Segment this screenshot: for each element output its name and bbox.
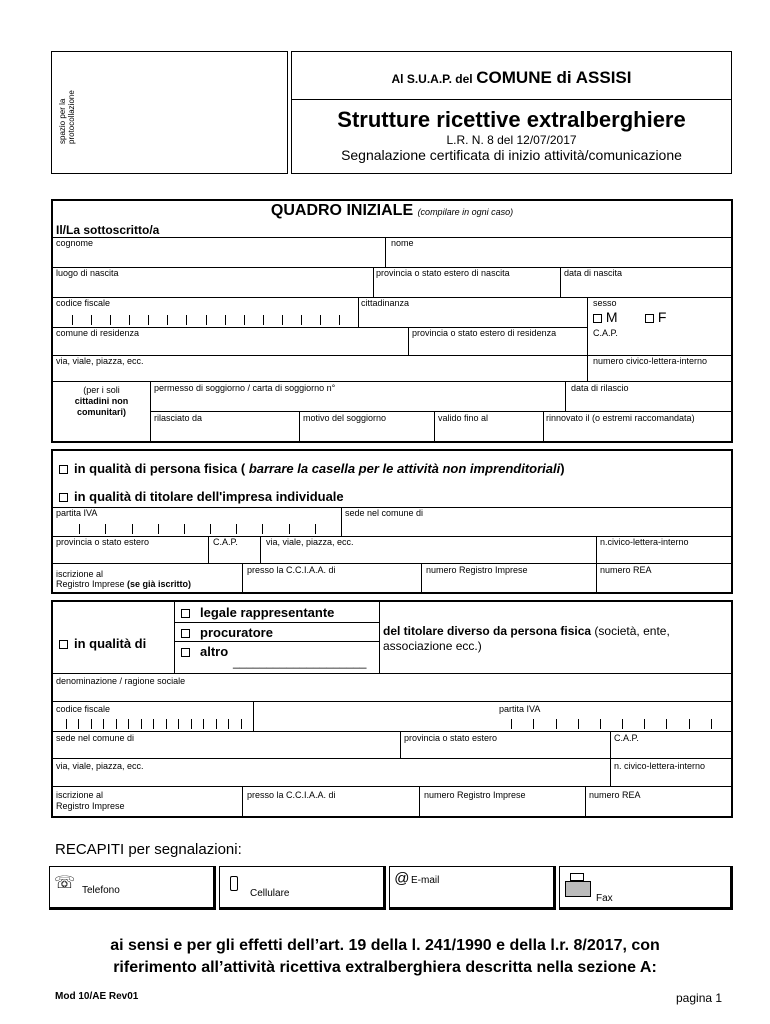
quadro-iniziale-section (51, 199, 733, 443)
persona-fisica-option[interactable] (59, 461, 565, 476)
statement-line-2: riferimento all’attività ricettiva extralberghiera descritta nella sezione A: (113, 959, 657, 976)
cell-divider (103, 719, 104, 729)
telephone-icon: ☏ (54, 873, 76, 892)
codice-fiscale-societa-field[interactable]: codice fiscale (56, 704, 111, 714)
provincia-societa-field[interactable]: provincia o stato estero (404, 733, 498, 743)
num-rea-field[interactable]: numero REA (600, 565, 652, 575)
header-divider (292, 99, 731, 100)
iscrizione-text: Registro Imprese (56, 579, 128, 589)
cell-divider (578, 719, 579, 729)
solo-cittadini-line2: cittadini non (74, 396, 129, 406)
partita-iva-societa-cells[interactable] (489, 718, 733, 730)
cellulare-label: Cellulare (250, 888, 290, 899)
cell-divider (644, 719, 645, 729)
cell-divider (72, 315, 73, 325)
sede-comune-field[interactable]: sede nel comune di (345, 508, 424, 518)
codice-fiscale-societa-cells[interactable] (53, 718, 253, 730)
cell-divider (91, 315, 92, 325)
cell-divider (128, 719, 129, 729)
via-societa-field[interactable]: via, viale, piazza, ecc. (56, 761, 144, 771)
signatory-label: Il/La sottoscritto/a (56, 223, 160, 237)
altro-label: altro (200, 644, 229, 659)
addressee-comune: COMUNE di ASSISI (476, 68, 632, 87)
sesso-label: sesso (593, 298, 617, 308)
mobile-phone-icon (230, 876, 238, 891)
cell-divider (600, 719, 601, 729)
quadro-title-text: QUADRO INIZIALE (270, 202, 414, 219)
cell-divider (225, 315, 226, 325)
page-number: pagina 1 (676, 991, 723, 1005)
num-rea-societa-field[interactable]: numero REA (589, 790, 641, 800)
cell-divider (533, 719, 534, 729)
cell-divider (263, 315, 264, 325)
cell-divider (301, 315, 302, 325)
motivo-field[interactable]: motivo del soggiorno (303, 413, 387, 423)
cell-divider (148, 315, 149, 325)
sesso-m-checkbox[interactable] (593, 314, 602, 323)
qualita-label: in qualità di (74, 636, 147, 651)
solo-cittadini-line3: comunitari) (76, 407, 126, 417)
solo-cittadini-label (53, 385, 150, 418)
email-field[interactable] (389, 866, 556, 910)
cell-divider (241, 719, 242, 729)
valido-field[interactable]: valido fino al (438, 413, 489, 423)
legale-label: legale rappresentante (200, 605, 335, 620)
addressee-prefix: Al S.U.A.P. del (391, 72, 473, 86)
cell-divider (622, 719, 623, 729)
header-box (291, 51, 732, 174)
cell-divider (110, 315, 111, 325)
cell-divider (167, 315, 168, 325)
cap-field-impresa[interactable]: C.A.P. (213, 537, 238, 547)
sede-societa-field[interactable]: sede nel comune di (56, 733, 135, 743)
cellulare-field[interactable] (219, 866, 386, 910)
via-field-impresa[interactable]: via, viale, piazza, ecc. (266, 537, 354, 547)
cell-divider (711, 719, 712, 729)
statement (0, 935, 770, 979)
civico-field[interactable]: numero civico-lettera-interno (593, 356, 708, 366)
solo-cittadini-line1: (per i soli (83, 385, 120, 395)
titolare-text: in qualità di titolare dell'impresa individuale (74, 489, 344, 504)
cell-divider (166, 719, 167, 729)
cell-divider (689, 719, 690, 729)
cell-divider (511, 719, 512, 729)
cell-divider (320, 315, 321, 325)
cap-societa-field[interactable]: C.A.P. (614, 733, 639, 743)
partita-iva-field[interactable]: partita IVA (56, 508, 98, 518)
qualita-section (51, 600, 733, 818)
iscrizione-label-2 (56, 580, 191, 589)
cell-divider (184, 524, 185, 534)
cell-divider (158, 524, 159, 534)
page-subtitle: Segnalazione certificata di inizio attività/comunicazione (341, 147, 682, 163)
provincia-field[interactable]: provincia o stato estero (56, 537, 150, 547)
fax-label: Fax (596, 893, 613, 904)
telefono-label: Telefono (82, 885, 120, 896)
sesso-f-label: F (657, 309, 667, 325)
titolare-diverso (383, 624, 728, 654)
partita-iva-cells[interactable] (53, 523, 341, 535)
sesso-m-label: M (605, 309, 618, 325)
data-nascita-field[interactable]: data di nascita (564, 268, 623, 278)
email-label: E-mail (411, 875, 440, 886)
iscrizione-label-1: iscrizione al (56, 569, 104, 579)
cell-divider (339, 315, 340, 325)
cell-divider (289, 524, 290, 534)
rinnovato-field[interactable]: rinnovato il (o estremi raccomandata) (546, 413, 695, 423)
cell-divider (206, 315, 207, 325)
cell-divider (186, 315, 187, 325)
cell-divider (666, 719, 667, 729)
form-code: Mod 10/AE Rev01 (55, 991, 139, 1002)
procuratore-label: procuratore (200, 625, 273, 640)
via-field[interactable]: via, viale, piazza, ecc. (56, 356, 144, 366)
iscrizione-societa-label-1: iscrizione al (56, 790, 104, 800)
legale-option[interactable] (181, 605, 334, 620)
page-title: Strutture ricettive extralberghiere (337, 107, 686, 132)
cciaa-field[interactable]: presso la C.C.I.A.A. di (247, 565, 336, 575)
cell-divider (178, 719, 179, 729)
qualita-checkbox[interactable] (59, 640, 68, 649)
altro-option[interactable] (181, 644, 228, 659)
procuratore-option[interactable] (181, 625, 273, 640)
titolare-diverso-note2: associazione ecc.) (383, 639, 482, 653)
cell-divider (236, 524, 237, 534)
persona-fisica-note: barrare la casella per le attività non imprenditoriali (248, 461, 561, 476)
cell-divider (116, 719, 117, 729)
fax-icon (565, 873, 591, 897)
cell-divider (210, 524, 211, 534)
cell-divider (91, 719, 92, 729)
partita-iva-societa-field[interactable]: partita IVA (499, 704, 541, 714)
sesso-f-checkbox[interactable] (645, 314, 654, 323)
at-icon: @ (394, 870, 410, 887)
civico-field-impresa[interactable]: n.civico-lettera-interno (600, 537, 689, 547)
nome-field[interactable]: nome (391, 238, 414, 248)
cell-divider (132, 524, 133, 534)
sesso-f-option[interactable] (645, 309, 666, 325)
law-ref: L.R. N. 8 del 12/07/2017 (446, 133, 577, 147)
cell-divider (262, 524, 263, 534)
permesso-field[interactable]: permesso di soggiorno / carta di soggiorno n° (154, 383, 336, 393)
cell-divider (216, 719, 217, 729)
sesso-m-option[interactable] (593, 309, 618, 325)
iscrizione-note: (se già iscritto) (127, 579, 192, 589)
cell-divider (203, 719, 204, 729)
cell-divider (78, 719, 79, 729)
num-registro-field[interactable]: numero Registro Imprese (426, 565, 528, 575)
cell-divider (129, 315, 130, 325)
cittadinanza-field[interactable]: cittadinanza (361, 298, 410, 308)
statement-line-1: ai sensi e per gli effetti dell’art. 19 della l. 241/1990 e della l.r. 8/2017, con (110, 937, 660, 954)
persona-section (51, 449, 733, 594)
altro-checkbox[interactable] (181, 648, 190, 657)
titolare-option[interactable] (59, 489, 344, 504)
cell-divider (282, 315, 283, 325)
cell-divider (191, 719, 192, 729)
altro-line[interactable]: ____________________ (233, 655, 367, 669)
prov-residenza-field[interactable]: provincia o stato estero di residenza (412, 328, 557, 338)
telefono-field[interactable] (49, 866, 216, 910)
cell-divider (228, 719, 229, 729)
persona-fisica-text: in qualità di persona fisica ( (74, 461, 249, 476)
quadro-title (53, 202, 731, 220)
rilasciato-field[interactable]: rilasciato da (154, 413, 203, 423)
civico-societa-field[interactable]: n. civico-lettera-interno (614, 761, 706, 771)
cciaa-societa-field[interactable]: presso la C.C.I.A.A. di (247, 790, 336, 800)
recapiti-title: RECAPITI per segnalazioni: (55, 841, 242, 858)
persona-fisica-checkbox[interactable] (59, 465, 68, 474)
titolare-checkbox[interactable] (59, 493, 68, 502)
luogo-nascita-field[interactable]: luogo di nascita (56, 268, 119, 278)
cell-divider (153, 719, 154, 729)
titolare-diverso-note: (società, ente, (591, 624, 670, 638)
cell-divider (66, 719, 67, 729)
cell-divider (141, 719, 142, 729)
protocol-space-label: spazio per la protocollazione (58, 90, 76, 144)
persona-fisica-close: ) (560, 461, 565, 476)
codice-fiscale-cells[interactable] (53, 314, 358, 326)
cell-divider (556, 719, 557, 729)
iscrizione-societa-label-2: Registro Imprese (56, 801, 125, 811)
cap-field[interactable]: C.A.P. (593, 328, 618, 338)
procuratore-checkbox[interactable] (181, 629, 190, 638)
cell-divider (244, 315, 245, 325)
data-rilascio-field[interactable]: data di rilascio (571, 383, 629, 393)
cell-divider (315, 524, 316, 534)
cell-divider (105, 524, 106, 534)
comune-residenza-field[interactable]: comune di residenza (56, 328, 140, 338)
protocol-box (51, 51, 288, 174)
cognome-field[interactable]: cognome (56, 238, 94, 248)
quadro-note: (compilare in ogni caso) (417, 207, 514, 217)
legale-checkbox[interactable] (181, 609, 190, 618)
prov-nascita-field[interactable]: provincia o stato estero di nascita (376, 268, 510, 278)
num-registro-societa-field[interactable]: numero Registro Imprese (424, 790, 526, 800)
qualita-option[interactable] (59, 636, 146, 651)
cell-divider (79, 524, 80, 534)
codice-fiscale-field[interactable]: codice fiscale (56, 298, 111, 308)
titolare-diverso-text: del titolare diverso da persona fisica (383, 624, 592, 638)
denominazione-field[interactable]: denominazione / ragione sociale (56, 676, 186, 686)
fax-field[interactable] (559, 866, 733, 910)
addressee (292, 68, 731, 88)
